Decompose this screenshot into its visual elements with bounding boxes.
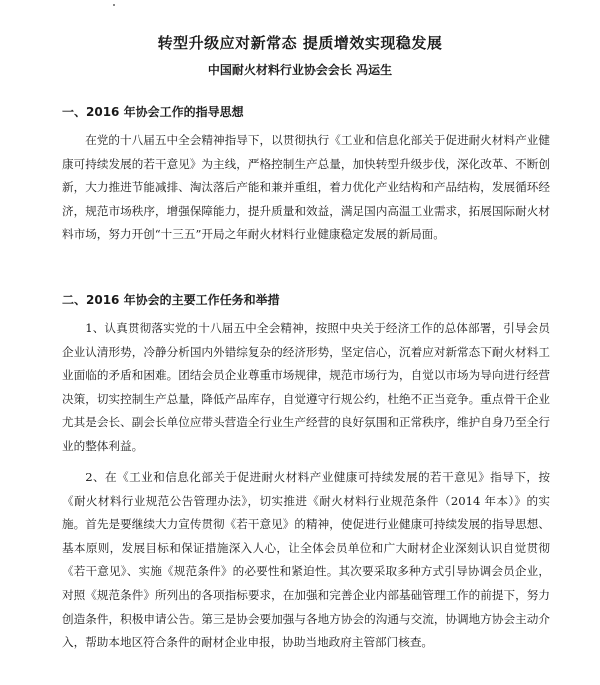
section-1-heading: 一、2016 年协会工作的指导思想 bbox=[62, 105, 244, 119]
section-2-heading: 二、2016 年协会的主要工作任务和举措 bbox=[62, 293, 280, 307]
scan-speck bbox=[113, 4, 115, 6]
document-author: 中国耐火材料行业协会会长 冯运生 bbox=[207, 63, 393, 77]
section-1-paragraph-1: 在党的十八届五中全会精神指导下，以贯彻执行《工业和信息化部关于促进耐火材料产业健康可持续发展的若干意见》为主线，严格控制生产总量，加快转型升级步伐，深化改革、不断创新，大力推进节能减排、淘汰落后产能和兼并重组，着力优化产业结构和产品结构，发展循环经济，规范市场秩序，增强保障能力，提升质量和效益，满足国内高温工业需求，拓展国际耐火材料市场，努力开创“十三五”开局之年耐火材料行业健康稳定发展的新局面。 bbox=[62, 133, 550, 242]
section-2-paragraph-2: 2、在《工业和信息化部关于促进耐火材料产业健康可持续发展的若干意见》指导下，按《耐火材料行业规范公告管理办法》，切实推进《耐火材料行业规范条件（2014 年本）》的实施。首先是要继续大力宣传贯彻《若干意见》的精神，使促进行业健康可持续发展的指导思想、基本原则，发展目标和保证措施深入人心，让全体会员单位和广大耐材企业深刻认识自觉贯彻《若干意见》、实施《规范条件》的必要性和紧迫性。其次要采取多种方式引导协调会员企业，对照《规范条件》所列出的各项指标要求，在加强和完善企业内部基础管理工作的前提下，努力创造条件，积极申请公告。第三是协会要加强与各地方协会的沟通与交流，协调地方协会主动介入，帮助本地区符合条件的耐材企业申报，协助当地政府主管部门核查。 bbox=[62, 470, 550, 650]
section-2-paragraph-1: 1、认真贯彻落实党的十八届五中全会精神，按照中央关于经济工作的总体部署，引导会员企业认清形势，冷静分析国内外错综复杂的经济形势，坚定信心，沉着应对新常态下耐火材料工业面临的矛盾和困难。团结会员企业尊重市场规律，规范市场行为，自觉以市场为导向进行经营决策，切实控制生产总量，降低产品库存，自觉遵守行规公约，杜绝不正当竞争。重点骨干企业尤其是会长、副会长单位应带头营造全行业生产经营的良好氛围和正常秩序，维护自身乃至全行业的整体利益。 bbox=[62, 321, 550, 453]
document-title: 转型升级应对新常态 提质增效实现稳发展 bbox=[157, 34, 443, 52]
